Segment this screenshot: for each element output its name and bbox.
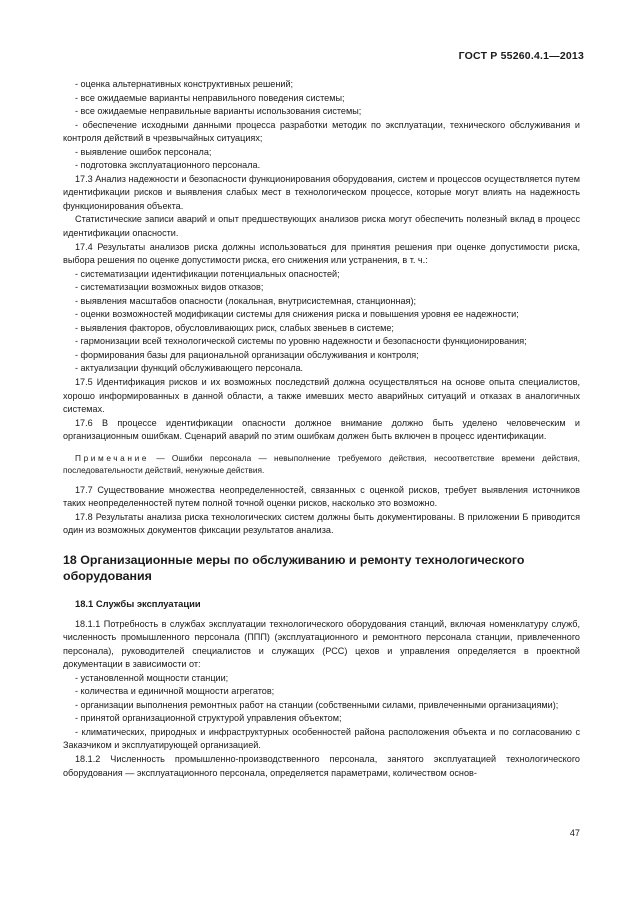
page-body bbox=[63, 78, 580, 780]
list-item: - подготовка эксплуатационного персонала. bbox=[75, 160, 261, 171]
list-item: - все ожидаемые варианты неправильного поведения системы; bbox=[75, 92, 345, 103]
note-label: Примечание bbox=[75, 452, 150, 463]
list-item: - оценка альтернативных конструктивных решений; bbox=[75, 79, 294, 89]
section-heading-18: 18 Организационные меры по обслуживанию и ремонту технологического оборудования bbox=[63, 552, 525, 584]
list-item: - систематизации возможных видов отказов; bbox=[75, 282, 264, 293]
paragraph-17-8: 17.8 Результаты анализа риска технологических систем должны быть документированы. В приложении Б приводится один из возможных документов фиксации результатов анализа. bbox=[63, 511, 580, 536]
list-item: - формирования базы для рациональной организации обслуживания и контроля; bbox=[75, 349, 419, 360]
list-item: - гармонизации всей технологической системы по уровню надежности и безопасности функционирования; bbox=[75, 336, 527, 347]
list-item: - обеспечение исходными данными процесса разработки методик по эксплуатации, технического обслуживания и контроля действий в чрезвычайных ситуациях; bbox=[63, 119, 580, 144]
list-item: - выявления факторов, обусловливающих риск, слабых звеньев в системе; bbox=[75, 322, 394, 333]
subsection-heading-18-1: 18.1 Службы эксплуатации bbox=[75, 597, 201, 609]
paragraph-17-6: 17.6 В процессе идентификации опасности должное внимание должно быть уделено человеческим и организационным ошибкам. Сценарий аварий по этим ошибкам должен быть включен в процесс идентификации. bbox=[63, 417, 580, 442]
paragraph-17-3: 17.3 Анализ надежности и безопасности функционирования оборудования, систем и процессов осуществляется путем идентификации рисков и выявления слабых мест в технологическом процессе, которые могут влиять на надежность функционирования объекта. bbox=[63, 173, 580, 211]
document-header: ГОСТ Р 55260.4.1—2013 bbox=[458, 50, 584, 62]
list-item: - выявления масштабов опасности (локальная, внутрисистемная, станционная); bbox=[75, 295, 417, 306]
paragraph-18-1-2: 18.1.2 Численность промышленно-производственного персонала, занятого эксплуатацией технологического оборудования — эксплуатационного персонала, определяется параметрами, количеством основ- bbox=[63, 753, 580, 778]
list-item: - принятой организационной структурой управления объектом; bbox=[75, 713, 342, 724]
list-item: - климатических, природных и инфраструктурных особенностей района расположения объекта и по согласованию с Заказчиком и эксплуатирующей организацией. bbox=[63, 726, 580, 751]
paragraph-18-1-1: 18.1.1 Потребность в службах эксплуатации технологического оборудования станций, включая номенклатуру служб, численность промышленного персонала (ППП) (эксплуатационного и ремонтного персонала станции, привлеченного персонала), руководителей специалистов и служащих (РСС) цехов и управления определяется в проектной документации в зависимости от: bbox=[63, 618, 580, 670]
list-item: - систематизации идентификации потенциальных опасностей; bbox=[75, 268, 340, 279]
note bbox=[63, 452, 580, 477]
paragraph-statistics: Статистические записи аварий и опыт предшествующих анализов риска могут обеспечить полезный вклад в процесс идентификации опасности. bbox=[63, 214, 580, 239]
list-item: - все ожидаемые неправильные варианты использования системы; bbox=[75, 106, 362, 117]
note-text: — Ошибки персонала — невыполнение требуемого действия, несоответствие времени действия, последовательности действий, ненужные действия. bbox=[63, 452, 580, 476]
list-item: - оценки возможностей модификации системы для снижения риска и повышения уровня ее надежности; bbox=[75, 309, 519, 320]
paragraph-17-7: 17.7 Существование множества неопределенностей, связанных с оценкой рисков, требует выявления источников таких неопределенностей путем полной точной оценки рисков, насколько это возможно. bbox=[63, 484, 580, 509]
list-item: - установленной мощности станции; bbox=[75, 672, 229, 683]
list-item: - актуализации функций обслуживающего персонала. bbox=[75, 363, 304, 374]
list-item: - организации выполнения ремонтных работ на станции (собственными силами, привлеченными организациями); bbox=[75, 699, 559, 710]
list-item: - количества и единичной мощности агрегатов; bbox=[75, 686, 275, 697]
paragraph-17-5: 17.5 Идентификация рисков и их возможных последствий должна осуществляться на основе опыта специалистов, хорошо информированных в данной области, а также имевших место аварийных ситуаций и отказах в аналогичных системах. bbox=[63, 377, 580, 415]
paragraph-17-4: 17.4 Результаты анализов риска должны использоваться для принятия решения при оценке допустимости риска, выбора решения по оценке допустимости риска, его снижения или устранения, в т. ч.: bbox=[63, 241, 580, 266]
list-item: - выявление ошибок персонала; bbox=[75, 146, 212, 157]
page-number: 47 bbox=[569, 828, 580, 838]
